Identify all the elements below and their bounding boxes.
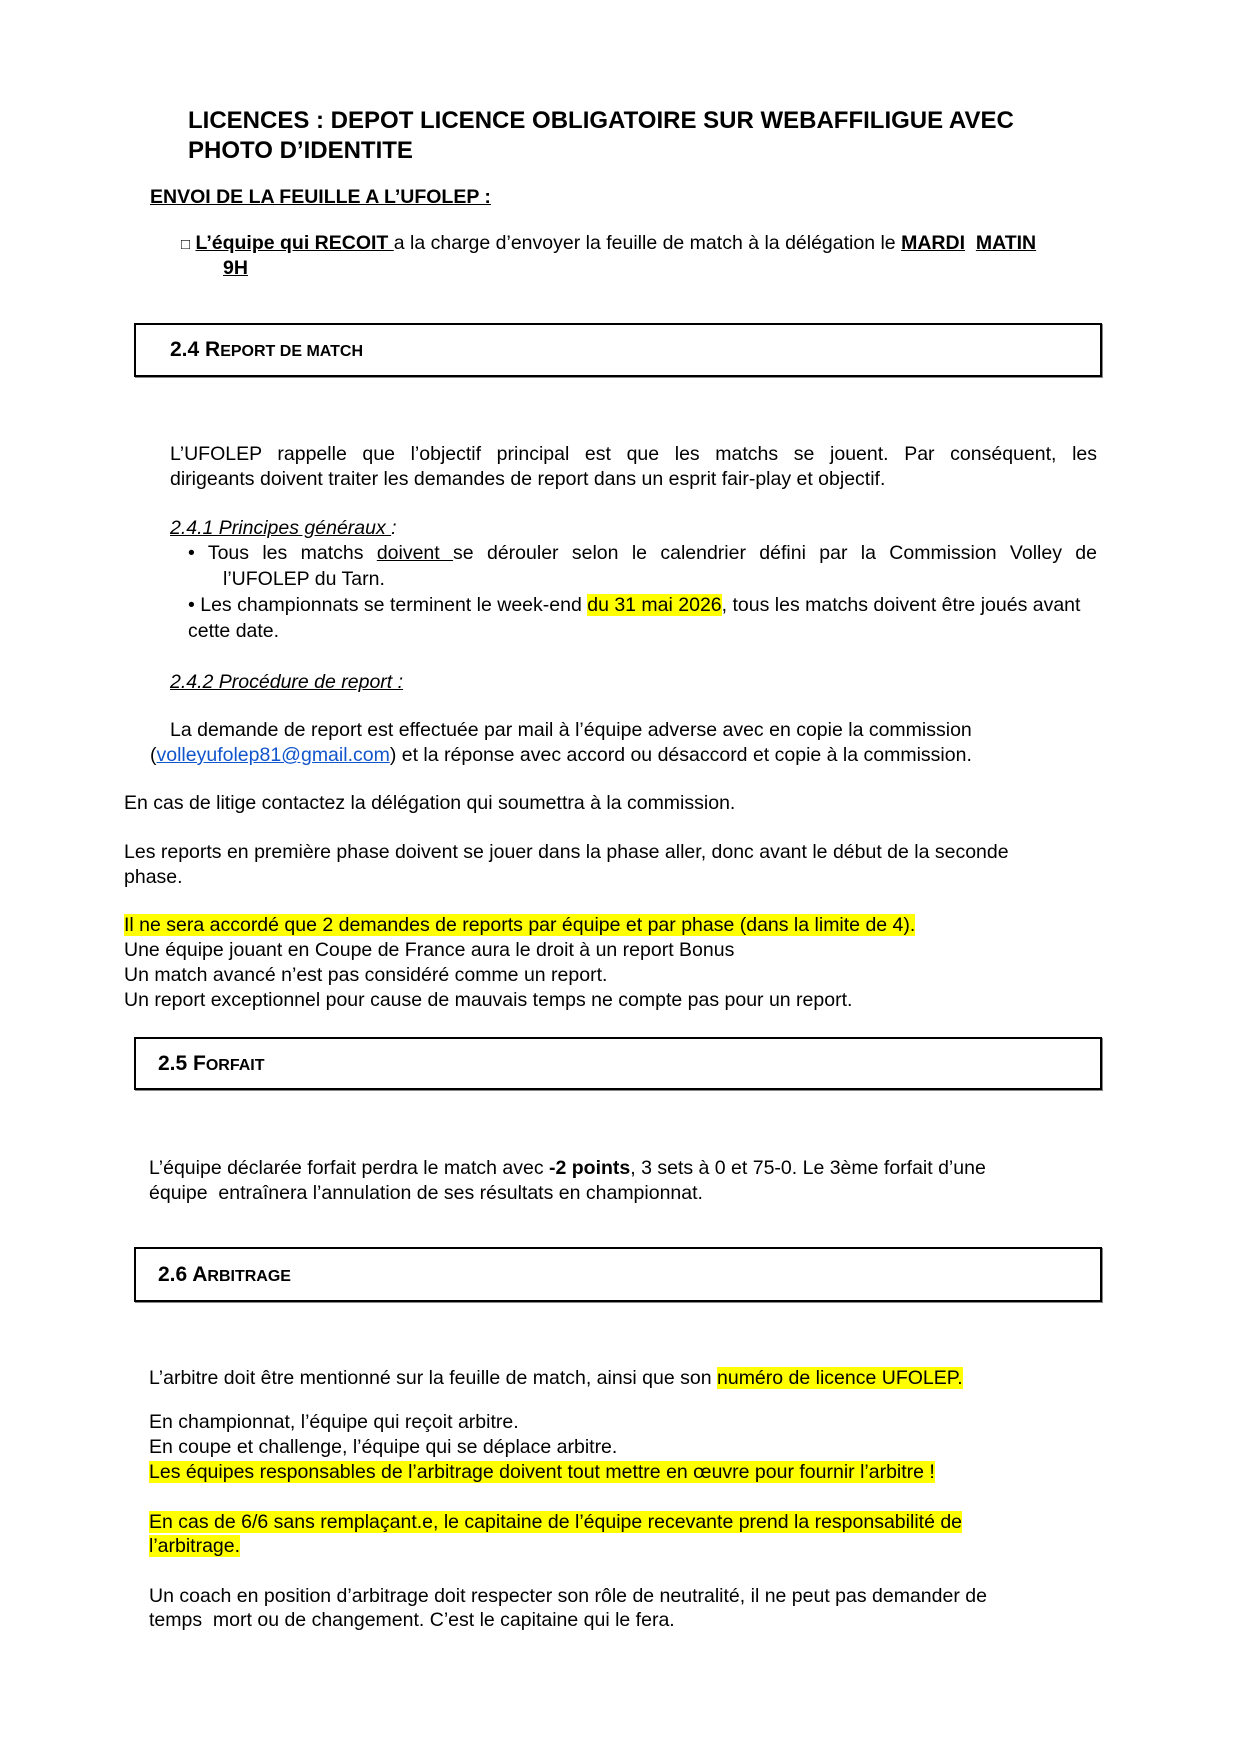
six-highlight-1: En cas de 6/6 sans remplaçant.e, le capitaine de l’équipe recevante prend la responsabilité de [149,1511,963,1533]
bullet-2-line1 [188,593,1080,618]
forfait-post: , 3 sets à 0 et 75-0. Le 3ème forfait d’une [630,1157,986,1179]
section-heading-2-5 [158,1052,265,1076]
heading-smallcaps: RBITRAGE [207,1267,291,1285]
envoi-9h: 9H [223,257,248,279]
section-heading-2-6 [158,1263,291,1287]
coach-line2: temps mort ou de changement. C’est le capitaine qui le fera. [149,1609,675,1631]
subheading-2-4-2: 2.4.2 Procédure de report : [170,671,404,693]
intro-line1: L’UFOLEP rappelle que l’objectif principal est que les matchs se jouent. Par conséquent, les [170,443,1097,465]
limit-line [124,913,915,938]
subheading-colon: : [391,517,397,539]
envoi-matin: MATIN [975,232,1037,254]
coupe-france-line: Une équipe jouant en Coupe de France aura le droit à un report Bonus [124,939,735,961]
responsables-line [149,1460,935,1485]
envoi-heading: ENVOI DE LA FEUILLE A L’UFOLEP : [150,186,491,208]
bullet-2-date-highlight: du 31 mai 2026 [587,594,722,616]
bullet-1-doivent: doivent [376,542,454,564]
heading-number: 2.6 A [158,1262,208,1286]
forfait-line2: équipe entraînera l’annulation de ses résultats en championnat. [149,1182,703,1204]
bullet-1-line2: l’UFOLEP du Tarn. [223,568,385,590]
coach-line1: Un coach en position d’arbitrage doit respecter son rôle de neutralité, il ne peut pas demander de [149,1585,987,1607]
phase-line2: phase. [124,866,183,888]
section-heading-box-2-4 [134,323,1102,377]
litige-text: En cas de litige contactez la délégation qui soumettra à la commission. [124,792,736,814]
commission-email-link[interactable]: volleyufolep81@gmail.com [156,744,390,766]
championnat-line: En championnat, l’équipe qui reçoit arbitre. [149,1411,519,1433]
heading-smallcaps: ORFAIT [205,1056,265,1074]
envoi-line [181,231,1036,257]
intro-line2: dirigeants doivent traiter les demandes de report dans un esprit fair-play et objectif. [170,468,886,490]
bullet-2-line2: cette date. [188,620,280,642]
envoi-text: a la charge d’envoyer la feuille de match à la délégation le [393,232,902,254]
heading-number: 2.4 R [170,338,221,361]
responsables-highlight: Les équipes responsables de l’arbitrage doivent tout mettre en œuvre pour fournir l’arbitre ! [149,1461,935,1483]
six-highlight-2: l’arbitrage. [149,1535,241,1557]
envoi-team-bold: L’équipe qui RECOIT [195,232,394,254]
subheading-2-4-1-title: 2.4.1 Principes généraux [170,517,392,539]
procedure-line1: La demande de report est effectuée par mail à l’équipe adverse avec en copie la commission [170,719,972,741]
subheading-2-4-1 [170,516,397,541]
forfait-line1 [149,1156,986,1181]
mauvais-temps-line: Un report exceptionnel pour cause de mauvais temps ne compte pas pour un report. [124,989,853,1011]
procedure-line2 [150,743,972,768]
paren-open: ( [150,744,157,766]
phase-line1: Les reports en première phase doivent se jouer dans la phase aller, donc avant le début de la seconde [124,841,1009,863]
forfait-points: -2 points [549,1157,631,1179]
six-line1 [149,1510,962,1535]
match-avance-line: Un match avancé n’est pas considéré comme un report. [124,964,608,986]
bullet-2-pre: • Les championnats se terminent le week-end [188,594,588,616]
heading-number: 2.5 F [158,1051,206,1075]
section-heading-box-2-6 [134,1247,1102,1302]
licence-title-line2: PHOTO D’IDENTITE [188,137,413,164]
limit-highlight: Il ne sera accordé que 2 demandes de reports par équipe et par phase (dans la limite de 4). [124,914,916,936]
procedure-rest: ) et la réponse avec accord ou désaccord et copie à la commission. [389,744,972,766]
forfait-pre: L’équipe déclarée forfait perdra le match avec [149,1157,549,1179]
envoi-mardi: MARDI [901,232,965,254]
section-heading-2-4 [170,338,363,362]
missing-glyph-bullet-icon: □ [181,236,191,253]
arbitre-mention-line [149,1366,963,1391]
mention-pre: L’arbitre doit être mentionné sur la feuille de match, ainsi que son [149,1367,717,1389]
licence-number-highlight: numéro de licence UFOLEP. [717,1367,963,1389]
heading-smallcaps: EPORT DE MATCH [220,343,364,360]
bullet-1-post: se dérouler selon le calendrier défini par la Commission Volley de [453,542,1097,564]
licence-title-line1: LICENCES : DEPOT LICENCE OBLIGATOIRE SUR WEBAFFILIGUE AVEC [188,107,1014,134]
bullet-1-line1 [188,541,1097,566]
section-heading-box-2-5 [134,1037,1102,1090]
bullet-2-post: , tous les matchs doivent être joués avant [721,594,1081,616]
six-line2 [149,1534,240,1559]
bullet-1-pre: • Tous les matchs [188,542,377,564]
coupe-challenge-line: En coupe et challenge, l’équipe qui se déplace arbitre. [149,1436,618,1458]
